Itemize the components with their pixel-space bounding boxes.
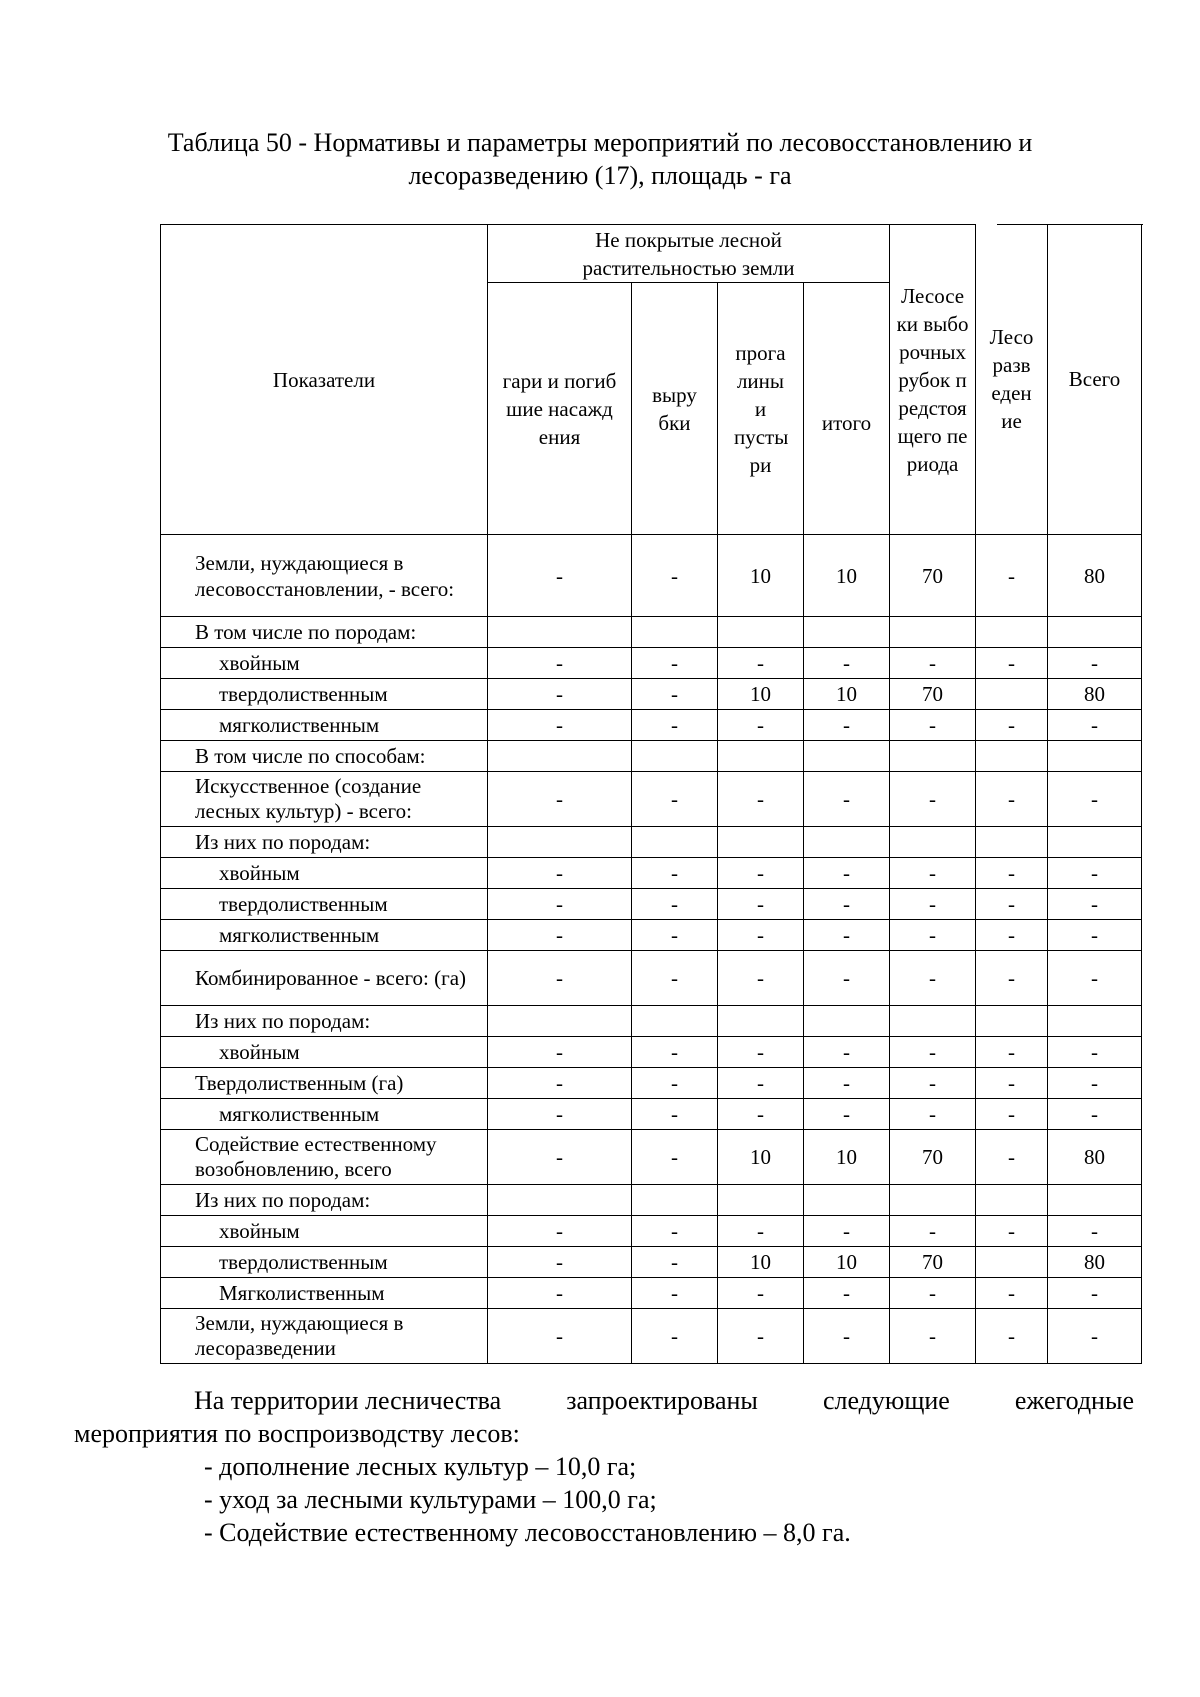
table-cell: 70 xyxy=(890,535,976,617)
table-cell: - xyxy=(632,1247,718,1278)
table-cell: - xyxy=(976,920,1048,951)
table-row xyxy=(161,889,1142,920)
table-cell: - xyxy=(804,920,890,951)
table-cell: - xyxy=(488,1216,632,1247)
row-label: мягколиственным xyxy=(161,920,488,951)
header-gaps: прога лины и пусты ри xyxy=(718,283,804,535)
table-cell: - xyxy=(1048,1037,1142,1068)
paragraph-word: ежегодные xyxy=(1014,1386,1134,1415)
table-cell: - xyxy=(718,951,804,1006)
table-cell: - xyxy=(718,1068,804,1099)
table-cell: - xyxy=(632,889,718,920)
table-cell xyxy=(890,617,976,648)
table-cell: - xyxy=(890,1068,976,1099)
table-row xyxy=(161,1185,1142,1216)
table-cell: - xyxy=(488,648,632,679)
table-cell: 80 xyxy=(1048,679,1142,710)
table-cell: - xyxy=(718,710,804,741)
table-cell xyxy=(890,741,976,772)
table-cell: - xyxy=(632,1068,718,1099)
table-cell: - xyxy=(632,1216,718,1247)
row-label: Из них по породам: xyxy=(161,1185,488,1216)
table-cell xyxy=(718,617,804,648)
table-cell xyxy=(1048,1006,1142,1037)
table-cell xyxy=(804,1006,890,1037)
table-cell: - xyxy=(632,858,718,889)
table-cell: 10 xyxy=(804,679,890,710)
table-cell: - xyxy=(488,889,632,920)
table-cell xyxy=(488,617,632,648)
table-cell: 10 xyxy=(718,1130,804,1185)
table-cell: - xyxy=(890,1099,976,1130)
table-cell: - xyxy=(632,1278,718,1309)
table-cell: 70 xyxy=(890,679,976,710)
table-row xyxy=(161,1099,1142,1130)
table-cell: - xyxy=(488,1099,632,1130)
table-cell: - xyxy=(1048,951,1142,1006)
caption-line-1: Таблица 50 - Нормативы и параметры мероприятий по лесовосстановлению и xyxy=(167,128,1033,157)
table-row xyxy=(161,1278,1142,1309)
table-cell xyxy=(1048,741,1142,772)
table-cell xyxy=(804,1185,890,1216)
paragraph-word: следующие xyxy=(822,1386,950,1415)
table-cell: - xyxy=(1048,1068,1142,1099)
table-cell: - xyxy=(718,1278,804,1309)
table-header xyxy=(161,225,1142,535)
row-label: Из них по породам: xyxy=(161,827,488,858)
table-cell: - xyxy=(890,1278,976,1309)
table-cell xyxy=(718,1006,804,1037)
row-label: Содействие естественному возобновлению, всего xyxy=(161,1130,488,1185)
table-row xyxy=(161,617,1142,648)
table-cell xyxy=(890,1185,976,1216)
table-cell: - xyxy=(976,1037,1048,1068)
table-cell: 10 xyxy=(718,535,804,617)
table-cell: 10 xyxy=(804,535,890,617)
table-cell xyxy=(804,617,890,648)
row-label: В том числе по способам: xyxy=(161,741,488,772)
table-cell: - xyxy=(804,1278,890,1309)
paragraph-word: На территории лесничества xyxy=(194,1386,502,1415)
row-label: Комбинированное - всего: (га) xyxy=(161,951,488,1006)
table-cell: - xyxy=(804,858,890,889)
table-row xyxy=(161,1216,1142,1247)
table-cell: - xyxy=(976,889,1048,920)
table-cell: - xyxy=(718,1309,804,1364)
table-cell: - xyxy=(632,1309,718,1364)
table-cell: - xyxy=(1048,648,1142,679)
table-cell xyxy=(632,827,718,858)
table-cell xyxy=(632,1006,718,1037)
table-cell: - xyxy=(488,1309,632,1364)
table-cell: - xyxy=(804,648,890,679)
table-cell: - xyxy=(632,648,718,679)
table-cell: - xyxy=(1048,710,1142,741)
table-cell: - xyxy=(488,1247,632,1278)
table-cell xyxy=(632,1185,718,1216)
table-cell xyxy=(976,1006,1048,1037)
table-caption xyxy=(120,126,1080,192)
table-cell: - xyxy=(804,772,890,827)
table-row xyxy=(161,648,1142,679)
table-cell: - xyxy=(632,1099,718,1130)
table-cell: - xyxy=(804,710,890,741)
table-cell: - xyxy=(488,1068,632,1099)
table-cell xyxy=(632,741,718,772)
table-cell: - xyxy=(804,1037,890,1068)
caption-line-2: лесоразведению (17), площадь - га xyxy=(408,161,792,190)
table-row xyxy=(161,920,1142,951)
row-label: хвойным xyxy=(161,1037,488,1068)
list-item: - дополнение лесных культур – 10,0 га; xyxy=(204,1452,637,1481)
table-cell xyxy=(718,741,804,772)
table-cell: - xyxy=(804,1309,890,1364)
table-cell: - xyxy=(1048,1099,1142,1130)
table-cell xyxy=(804,827,890,858)
table-cell: - xyxy=(890,858,976,889)
table-cell: - xyxy=(632,710,718,741)
table-cell: 10 xyxy=(718,1247,804,1278)
paragraph-line-1 xyxy=(134,1384,1134,1417)
header-burns: гари и погибшие насаждения xyxy=(488,283,632,535)
table-row xyxy=(161,1130,1142,1185)
table-cell: - xyxy=(718,648,804,679)
table-cell: - xyxy=(890,648,976,679)
table-row xyxy=(161,741,1142,772)
table-cell: - xyxy=(976,1278,1048,1309)
table-cell: - xyxy=(718,1216,804,1247)
table-cell: - xyxy=(804,889,890,920)
table-cell: 80 xyxy=(1048,1247,1142,1278)
table-cell: - xyxy=(718,772,804,827)
table-cell: - xyxy=(1048,1278,1142,1309)
table-cell: - xyxy=(1048,858,1142,889)
table-cell: - xyxy=(890,920,976,951)
table-cell: - xyxy=(488,920,632,951)
table-cell: - xyxy=(488,772,632,827)
table-cell: - xyxy=(976,951,1048,1006)
table-cell: - xyxy=(976,535,1048,617)
table-cell: - xyxy=(890,710,976,741)
table-cell: - xyxy=(488,1278,632,1309)
table-row xyxy=(161,1068,1142,1099)
table-cell: - xyxy=(488,858,632,889)
row-label: твердолиственным xyxy=(161,889,488,920)
table-row xyxy=(161,827,1142,858)
row-label: Из них по породам: xyxy=(161,1006,488,1037)
table-cell: - xyxy=(890,1216,976,1247)
table-cell: - xyxy=(976,1068,1048,1099)
table-cell: - xyxy=(488,1130,632,1185)
table-cell: 70 xyxy=(890,1247,976,1278)
row-label: хвойным xyxy=(161,858,488,889)
table-cell: - xyxy=(1048,1309,1142,1364)
table-body xyxy=(161,535,1142,1364)
table-cell xyxy=(976,1185,1048,1216)
table-cell: - xyxy=(890,889,976,920)
table-cell xyxy=(890,1006,976,1037)
table-cell: - xyxy=(488,679,632,710)
table-cell: - xyxy=(488,951,632,1006)
row-label: Мягколиственным xyxy=(161,1278,488,1309)
table-row xyxy=(161,1037,1142,1068)
table-cell: - xyxy=(632,951,718,1006)
table-cell: - xyxy=(804,1099,890,1130)
header-selective-cut-sites: Лесосеки выборочных рубок предстоящего периода xyxy=(890,225,976,535)
table-cell xyxy=(488,827,632,858)
table-cell: - xyxy=(632,1130,718,1185)
table-cell: - xyxy=(718,1037,804,1068)
table-row xyxy=(161,772,1142,827)
header-indicator: Показатели xyxy=(161,225,488,535)
table-cell: - xyxy=(718,1099,804,1130)
list-item: - уход за лесными культурами – 100,0 га; xyxy=(204,1485,657,1514)
row-label: В том числе по породам: xyxy=(161,617,488,648)
header-subtotal: итого xyxy=(804,283,890,535)
forest-restoration-table xyxy=(160,224,1142,1364)
table-cell: - xyxy=(890,772,976,827)
table-cell: - xyxy=(488,1037,632,1068)
paragraph-word: запроектированы xyxy=(566,1386,758,1415)
table-cell: 10 xyxy=(804,1130,890,1185)
table-cell: 70 xyxy=(890,1130,976,1185)
table-cell xyxy=(718,827,804,858)
table-cell: - xyxy=(1048,1216,1142,1247)
table-cell: 10 xyxy=(804,1247,890,1278)
table-cell xyxy=(804,741,890,772)
table-cell: - xyxy=(804,1068,890,1099)
row-label: Твердолиственным (га) xyxy=(161,1068,488,1099)
table-row xyxy=(161,951,1142,1006)
table-cell: - xyxy=(718,858,804,889)
table-cell: - xyxy=(976,1309,1048,1364)
table-cell xyxy=(488,1006,632,1037)
table-row xyxy=(161,679,1142,710)
body-paragraph xyxy=(74,1384,1134,1450)
list-item: - Содействие естественному лесовосстановлению – 8,0 га. xyxy=(204,1518,851,1547)
row-label: хвойным xyxy=(161,1216,488,1247)
table-cell xyxy=(976,741,1048,772)
table-cell: - xyxy=(488,710,632,741)
table-row xyxy=(161,535,1142,617)
table-cell: - xyxy=(890,1037,976,1068)
row-label: твердолиственным xyxy=(161,679,488,710)
table-cell: - xyxy=(976,772,1048,827)
table-cell xyxy=(632,617,718,648)
table-cell: - xyxy=(632,679,718,710)
table-cell xyxy=(1048,1185,1142,1216)
table-cell: 80 xyxy=(1048,1130,1142,1185)
table-cell xyxy=(976,679,1048,710)
table-cell xyxy=(1048,617,1142,648)
table-cell: - xyxy=(1048,772,1142,827)
table-cell xyxy=(1048,827,1142,858)
table-cell xyxy=(488,1185,632,1216)
header-afforestation: Лесоразведение xyxy=(976,225,1048,535)
table-cell: - xyxy=(632,920,718,951)
table-cell xyxy=(976,1247,1048,1278)
table-cell: - xyxy=(1048,889,1142,920)
header-cuts: выру бки xyxy=(632,283,718,535)
table-cell: - xyxy=(488,535,632,617)
table-cell: - xyxy=(976,710,1048,741)
header-total: Всего xyxy=(1048,225,1142,535)
table-cell xyxy=(976,827,1048,858)
table-cell: - xyxy=(976,1130,1048,1185)
paragraph-line-2: мероприятия по воспроизводству лесов: xyxy=(74,1419,520,1448)
row-label: Искусственное (создание лесных культур) - всего: xyxy=(161,772,488,827)
row-label: хвойным xyxy=(161,648,488,679)
table-cell xyxy=(890,827,976,858)
table-cell xyxy=(976,617,1048,648)
table-cell: - xyxy=(976,1099,1048,1130)
table-cell: - xyxy=(804,1216,890,1247)
table-cell: - xyxy=(632,772,718,827)
measures-list xyxy=(204,1450,851,1549)
table-cell: - xyxy=(890,951,976,1006)
header-group-unforested: Не покрытые лесной растительностью земли xyxy=(488,225,890,283)
table-row xyxy=(161,858,1142,889)
table-cell: - xyxy=(976,648,1048,679)
table-cell: - xyxy=(976,858,1048,889)
row-label: мягколиственным xyxy=(161,710,488,741)
row-label: мягколиственным xyxy=(161,1099,488,1130)
table-row xyxy=(161,710,1142,741)
table-row xyxy=(161,1006,1142,1037)
row-label: Земли, нуждающиеся в лесоразведении xyxy=(161,1309,488,1364)
table-cell: - xyxy=(1048,920,1142,951)
table-row xyxy=(161,1309,1142,1364)
row-label: Земли, нуждающиеся в лесовосстановлении, - всего: xyxy=(161,535,488,617)
table-row xyxy=(161,1247,1142,1278)
table-cell xyxy=(718,1185,804,1216)
table-cell: - xyxy=(890,1309,976,1364)
table-cell: 10 xyxy=(718,679,804,710)
table-cell: - xyxy=(976,1216,1048,1247)
table-cell: - xyxy=(718,920,804,951)
table-cell: - xyxy=(632,1037,718,1068)
table-cell: - xyxy=(804,951,890,1006)
row-label: твердолиственным xyxy=(161,1247,488,1278)
table-cell: - xyxy=(718,889,804,920)
table-cell: - xyxy=(632,535,718,617)
table-cell: 80 xyxy=(1048,535,1142,617)
table-cell xyxy=(488,741,632,772)
